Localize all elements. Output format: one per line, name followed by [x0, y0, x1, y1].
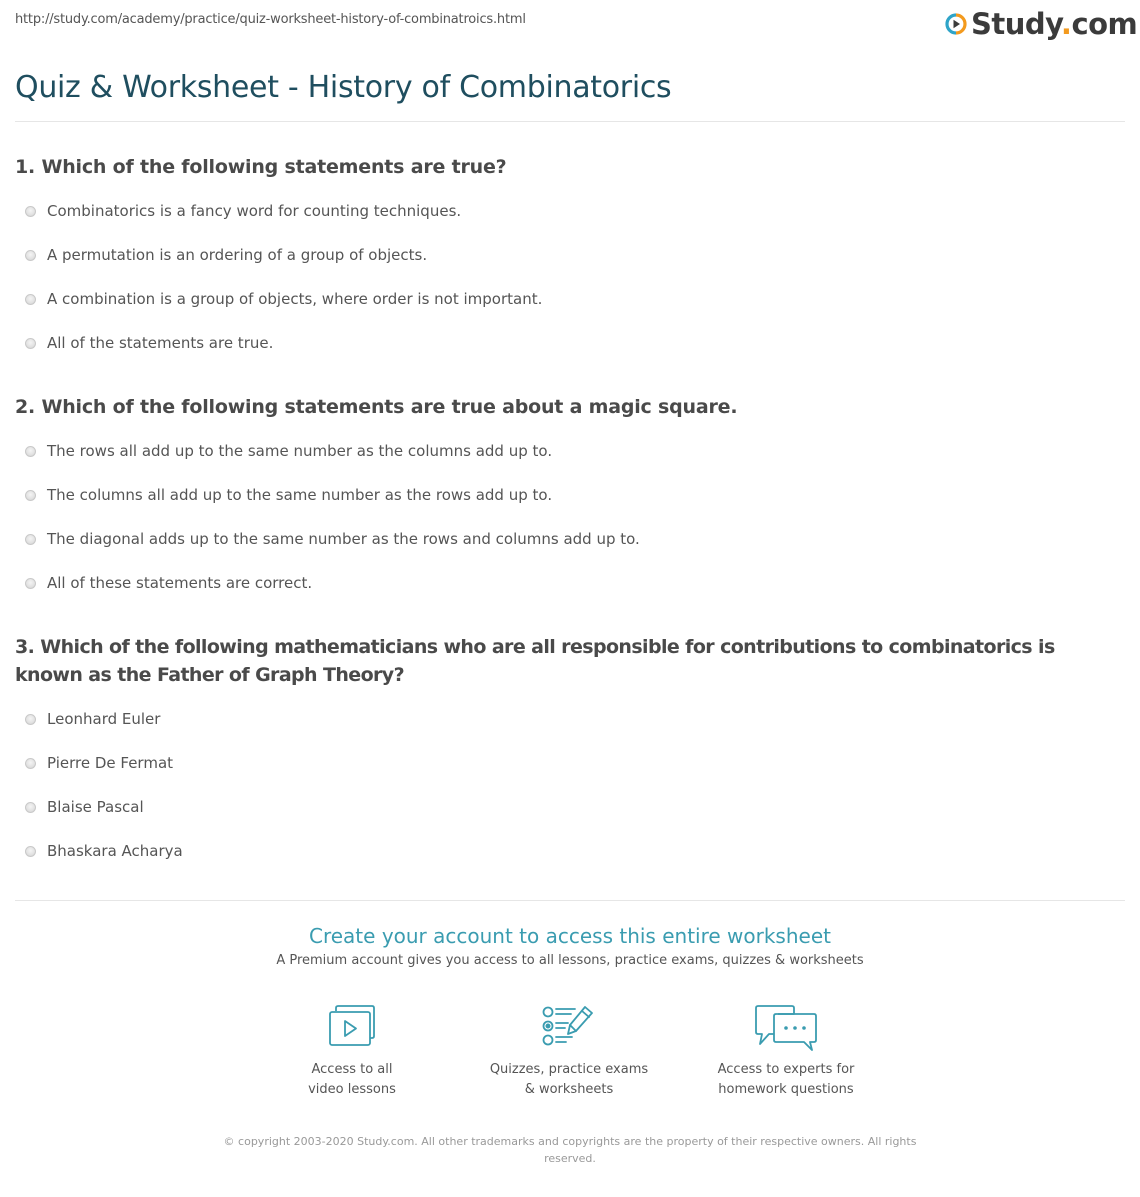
radio-button[interactable] — [25, 206, 36, 217]
answer-label: The diagonal adds up to the same number as the rows and columns add up to. — [47, 530, 640, 548]
answer-option[interactable] — [15, 429, 1125, 473]
question-2 — [15, 393, 1125, 605]
feature-label — [252, 1060, 452, 1100]
answer-label: Bhaskara Acharya — [47, 842, 183, 860]
answer-label: The rows all add up to the same number as the columns add up to. — [47, 442, 553, 460]
answer-list — [15, 697, 1125, 873]
feature-label-line2: & worksheets — [524, 1082, 614, 1097]
answer-option[interactable] — [15, 829, 1125, 873]
answer-label: Combinatorics is a fancy word for counting techniques. — [47, 202, 462, 220]
radio-button[interactable] — [25, 446, 36, 457]
copyright-notice: © copyright 2003-2020 Study.com. All other trademarks and copyrights are the property of their respective owners. All rights reserved. — [223, 1135, 917, 1165]
answer-option[interactable] — [15, 785, 1125, 829]
answer-option[interactable] — [15, 561, 1125, 605]
answer-label: The columns all add up to the same number as the rows add up to. — [47, 486, 553, 504]
chat-bubbles-icon — [754, 1004, 818, 1054]
answer-list — [15, 429, 1125, 605]
feature-label-line2: video lessons — [308, 1082, 396, 1097]
question-text: 2. Which of the following statements are true about a magic square. — [15, 396, 738, 418]
question-text: 3. Which of the following mathematicians who are all responsible for contributions to combinatorics is known as the Father of Graph Theory? — [15, 636, 1055, 686]
answer-option[interactable] — [15, 741, 1125, 785]
video-lessons-icon — [326, 1004, 378, 1048]
feature-label-line2: homework questions — [718, 1082, 854, 1097]
cta-title[interactable]: Create your account to access this entire worksheet — [309, 924, 831, 948]
feature-quizzes — [469, 1004, 669, 1100]
page-url: http://study.com/academy/practice/quiz-worksheet-history-of-combinatroics.html — [15, 12, 526, 27]
quiz-checklist-icon — [541, 1004, 597, 1048]
answer-label: Blaise Pascal — [47, 798, 144, 816]
answer-option[interactable] — [15, 697, 1125, 741]
radio-button[interactable] — [25, 294, 36, 305]
question-text: 1. Which of the following statements are true? — [15, 156, 507, 178]
section-divider — [15, 900, 1125, 901]
feature-label — [686, 1060, 886, 1100]
answer-label: Pierre De Fermat — [47, 754, 174, 772]
feature-experts — [686, 1004, 886, 1100]
answer-option[interactable] — [15, 277, 1125, 321]
answer-label: Leonhard Euler — [47, 710, 161, 728]
radio-button[interactable] — [25, 802, 36, 813]
answer-option[interactable] — [15, 321, 1125, 365]
answer-option[interactable] — [15, 233, 1125, 277]
study-logo[interactable] — [945, 8, 1137, 40]
answer-label: All of these statements are correct. — [47, 574, 313, 592]
feature-label-line1: Access to experts for — [717, 1062, 855, 1077]
question-1 — [15, 153, 1125, 365]
answer-label: A combination is a group of objects, where order is not important. — [47, 290, 543, 308]
answer-option[interactable] — [15, 473, 1125, 517]
answer-option[interactable] — [15, 517, 1125, 561]
answer-option[interactable] — [15, 189, 1125, 233]
answer-list — [15, 189, 1125, 365]
radio-button[interactable] — [25, 714, 36, 725]
title-divider — [15, 121, 1125, 122]
feature-video-lessons — [252, 1004, 452, 1100]
play-logo-icon — [945, 13, 967, 35]
feature-label-line1: Quizzes, practice exams — [489, 1062, 649, 1077]
answer-label: All of the statements are true. — [47, 334, 274, 352]
answer-label: A permutation is an ordering of a group of objects. — [47, 246, 428, 264]
radio-button[interactable] — [25, 534, 36, 545]
radio-button[interactable] — [25, 338, 36, 349]
logo-com: com — [1071, 7, 1138, 41]
logo-dot: . — [1060, 7, 1072, 41]
cta-subtitle: A Premium account gives you access to all lessons, practice exams, quizzes & worksheets — [276, 953, 864, 968]
radio-button[interactable] — [25, 578, 36, 589]
page-title: Quiz & Worksheet - History of Combinatorics — [15, 70, 672, 105]
logo-wordmark — [971, 7, 1137, 41]
radio-button[interactable] — [25, 758, 36, 769]
feature-label-line1: Access to all — [311, 1062, 393, 1077]
logo-study: Study — [971, 7, 1061, 41]
radio-button[interactable] — [25, 846, 36, 857]
question-3 — [15, 633, 1125, 873]
radio-button[interactable] — [25, 250, 36, 261]
radio-button[interactable] — [25, 490, 36, 501]
feature-label — [469, 1060, 669, 1100]
